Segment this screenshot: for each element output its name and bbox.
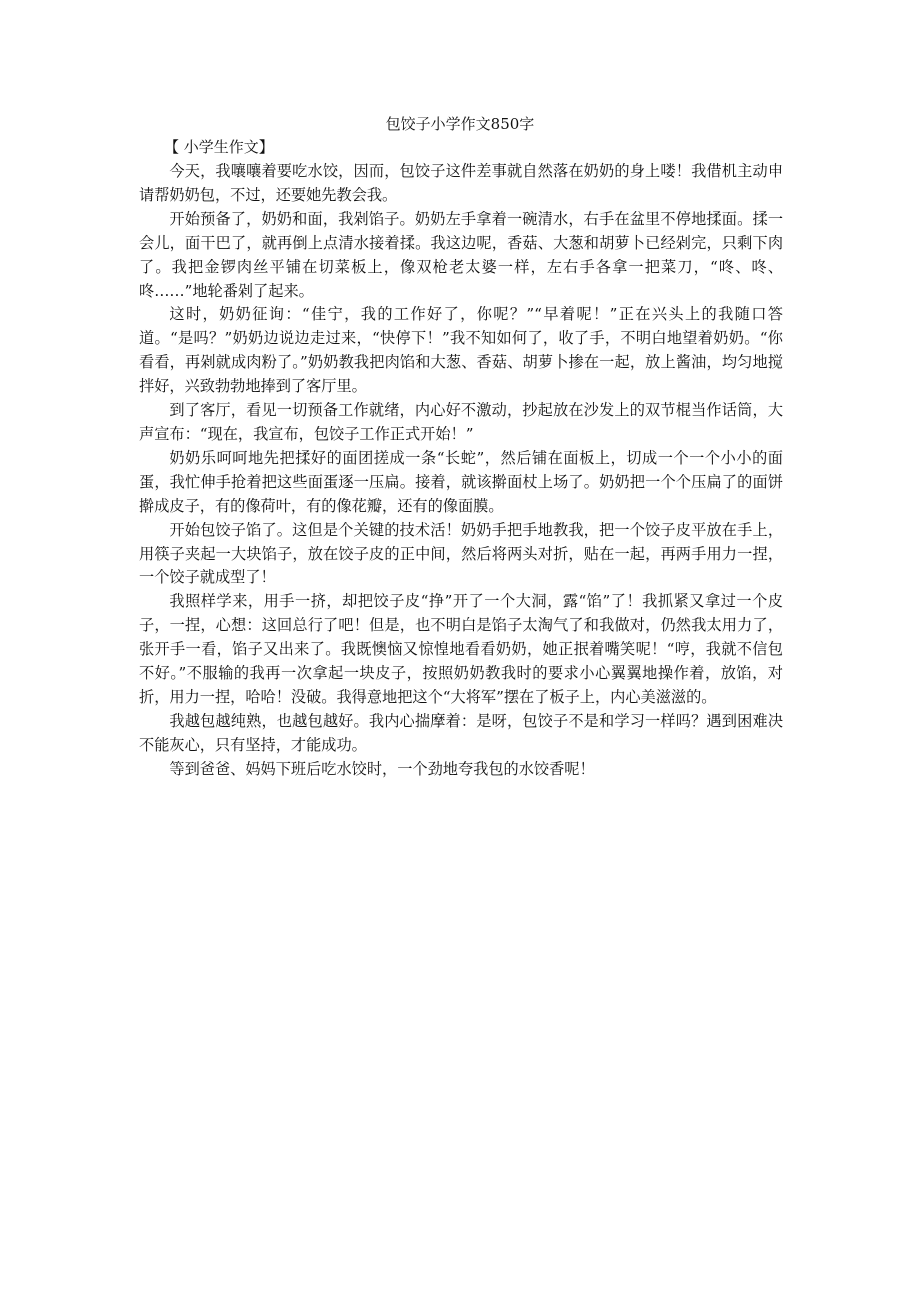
paragraph: 这时，奶奶征询：“佳宁，我的工作好了，你呢？”“早着呢！”正在兴头上的我随口答道。“是吗？”奶奶边说边走过来，“快停下！”我不知如何了，收了手，不明白地望着奶奶。“你看看，再剁就成肉粉了。”奶奶教我把肉馅和大葱、香菇、胡萝卜掺在一起，放上酱油，均匀地搅拌好，兴致勃勃地捧到了客厅里。 xyxy=(139,305,783,396)
paragraph: 开始包饺子馅了。这但是个关键的技术活！奶奶手把手地教我，把一个饺子皮平放在手上，用筷子夹起一大块馅子，放在饺子皮的正中间，然后将两头对折，贴在一起，再两手用力一捏，一个饺子就成型了！ xyxy=(139,520,783,587)
paragraph: 今天，我嚷嚷着要吃水饺，因而，包饺子这件差事就自然落在奶奶的身上喽！我借机主动申请帮奶奶包，不过，还要她先教会我。 xyxy=(139,162,783,204)
document-title: 包饺子小学作文850字 xyxy=(385,115,535,133)
paragraph: 等到爸爸、妈妈下班后吃水饺时，一个劲地夸我包的水饺香呢！ xyxy=(169,759,595,778)
paragraph: 我照样学来，用手一挤，却把饺子皮“挣”开了一个大洞，露“馅”了！我抓紧又拿过一个皮子，一捏，心想：这回总行了吧！但是，也不明白是馅子太淘气了和我做对，仍然我太用力了，张开手一看，馅子又出来了。我既懊恼又惊惶地看看奶奶，她正抿着嘴笑呢！“哼，我就不信包不好。”不服输的我再一次拿起一块皮子，按照奶奶教我时的要求小心翼翼地操作着，放馅，对折，用力一捏，哈哈！没破。我得意地把这个“大将军”摆在了板子上，内心美滋滋的。 xyxy=(139,592,783,706)
paragraph: 到了客厅，看见一切预备工作就绪，内心好不激动，抄起放在沙发上的双节棍当作话筒，大声宣布：“现在，我宣布，包饺子工作正式开始！” xyxy=(139,401,783,443)
section-tag: 【 小学生作文】 xyxy=(164,138,274,156)
paragraph: 我越包越纯熟，也越包越好。我内心揣摩着：是呀，包饺子不是和学习一样吗？遇到困难决不能灰心，只有坚持，才能成功。 xyxy=(139,711,783,754)
paragraph: 开始预备了，奶奶和面，我剁馅子。奶奶左手拿着一碗清水，右手在盆里不停地揉面。揉一会儿，面干巴了，就再倒上点清水接着揉。我这边呢，香菇、大葱和胡萝卜已经剁完，只剩下肉了。我把金锣肉丝平铺在切菜板上，像双枪老太婆一样，左右手各拿一把菜刀，“咚、咚、咚……”地轮番剁了起来。 xyxy=(139,209,783,300)
paragraph: 奶奶乐呵呵地先把揉好的面团搓成一条“长蛇”，然后铺在面板上，切成一个一个小小的面蛋，我忙伸手抢着把这些面蛋逐一压扁。接着，就该擀面杖上场了。奶奶把一个个压扁了的面饼擀成皮子，有的像荷叶，有的像花瓣，还有的像面膜。 xyxy=(139,448,783,515)
essay-body xyxy=(139,160,783,782)
